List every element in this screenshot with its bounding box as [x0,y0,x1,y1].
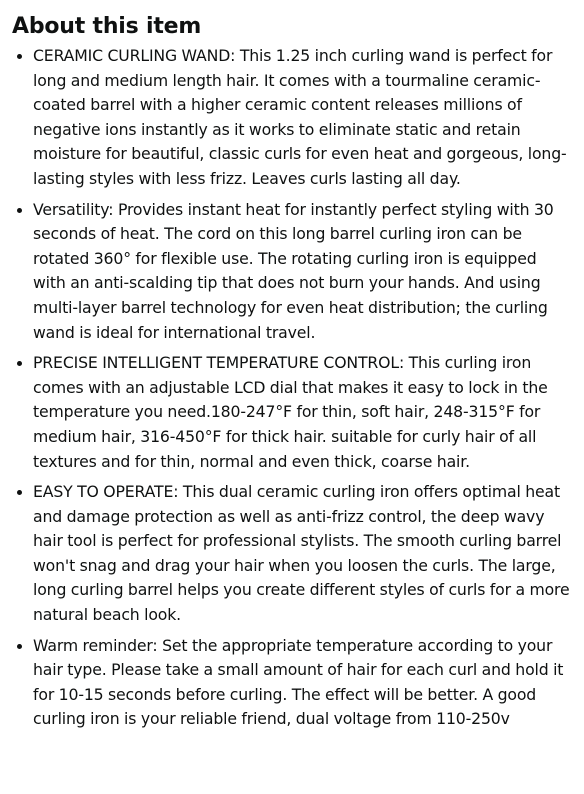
bullet-text: Warm reminder: Set the appropriate temperature according to your hair type. Please take a small amount of hair for each curl and hold it for 10-15 seconds before curling. The effect will be better. A good curling iron is your reliable friend, dual voltage from 110-250v [33,635,564,729]
bullet-text: PRECISE INTELLIGENT TEMPERATURE CONTROL: This curling iron comes with an adjustable LCD dial that makes it easy to lock in the temperature you need.180-247°F for thin, soft hair, 248-315°F for medium hair, 316-450°F for thick hair. suitable for curly hair of all textures and for thin, normal and even thick, coarse hair. [33,353,548,471]
list-item [33,198,572,346]
list-item [33,634,572,732]
bullet-dot-icon [17,361,22,366]
bullet-dot-icon [17,644,22,649]
bullet-dot-icon [17,208,22,213]
bullet-text: Versatility: Provides instant heat for instantly perfect styling with 30 seconds of heat. The cord on this long barrel curling iron can be rotated 360° for flexible use. The rotating curling iron is equipped with an anti-scalding tip that does not burn your hands. And using multi-layer barrel technology for even heat distribution; the curling wand is ideal for international travel. [33,199,554,342]
list-item [33,480,572,628]
list-item [33,351,572,474]
feature-bullet-list [12,44,572,732]
bullet-text: EASY TO OPERATE: This dual ceramic curling iron offers optimal heat and damage protection as well as anti-frizz control, the deep wavy hair tool is perfect for professional stylists. The smooth curling barrel won't snag and drag your hair when you loosen the curls. The large, long curling barrel helps you create different styles of curls for a more natural beach look. [33,482,570,625]
bullet-text: CERAMIC CURLING WAND: This 1.25 inch curling wand is perfect for long and medium length hair. It comes with a tourmaline ceramic-coated barrel with a higher ceramic content releases millions of negative ions instantly as it works to eliminate static and retain moisture for beautiful, classic curls for even heat and gorgeous, long-lasting styles with less frizz. Leaves curls lasting all day. [33,46,567,188]
section-title: About this item [12,14,202,39]
list-item [33,44,572,192]
bullet-dot-icon [17,54,22,59]
bullet-dot-icon [17,490,22,495]
